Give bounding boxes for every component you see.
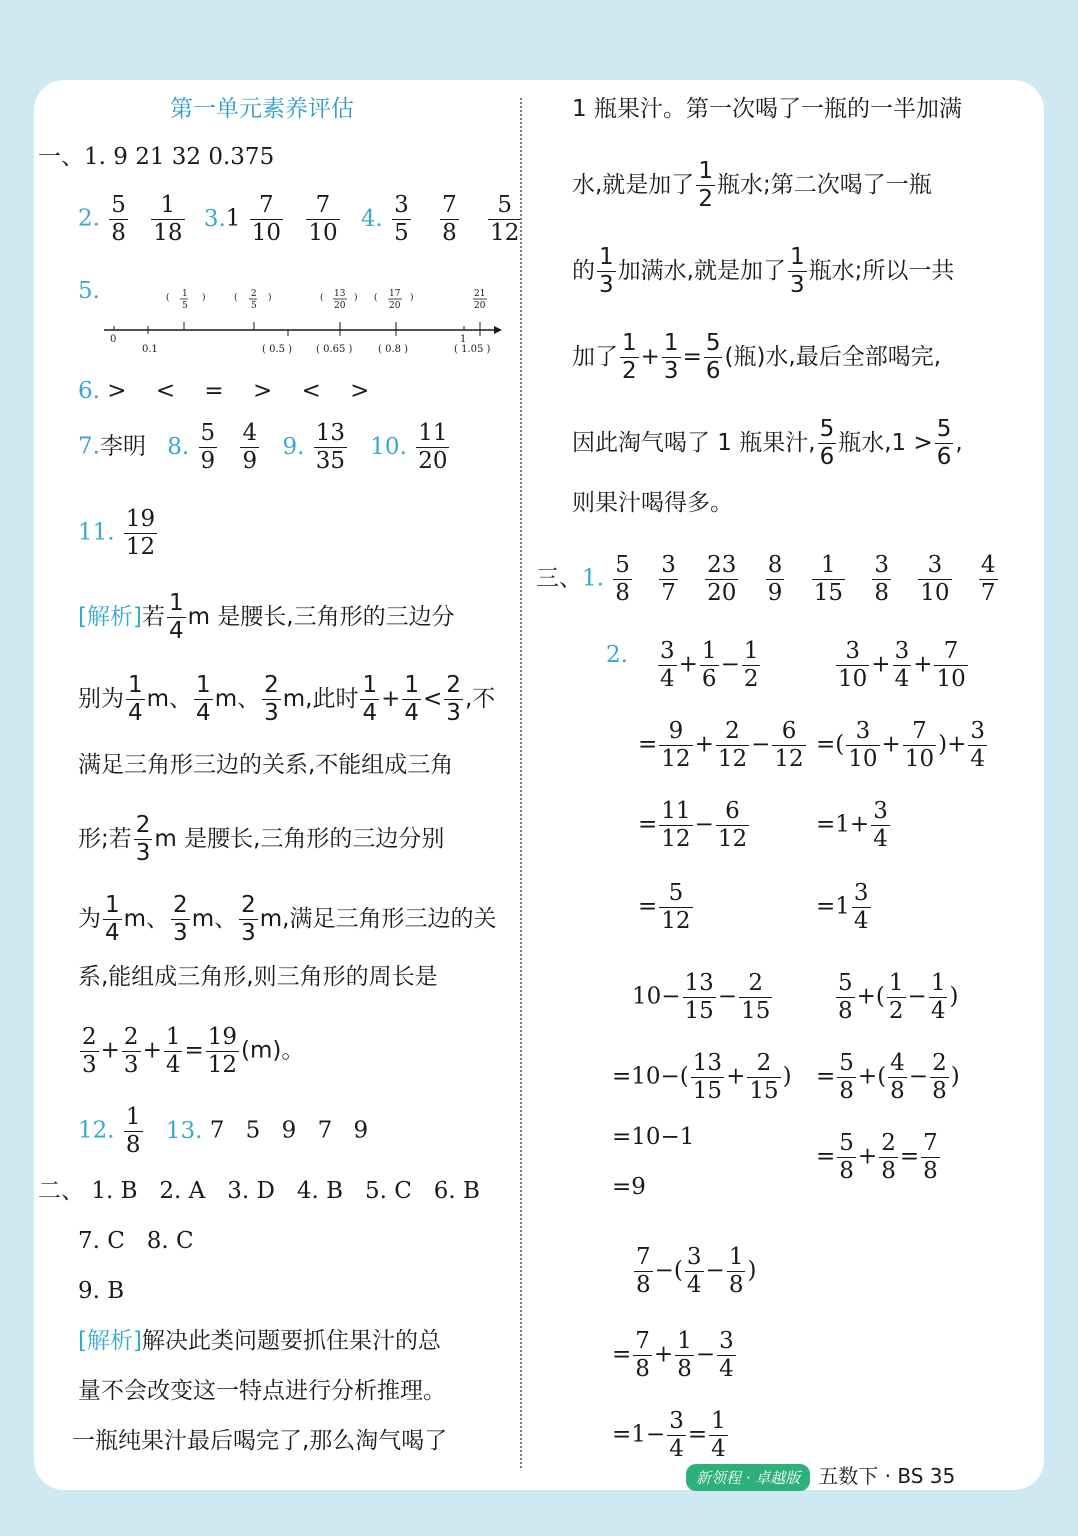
fraction: $\frac{3}{4}$: [719, 1328, 734, 1382]
calc-a-step2: = $\frac{9}{12}$ + $\frac{2}{12}$ − $\frac{6}{12}$: [638, 718, 804, 772]
svg-text:1: 1: [182, 289, 188, 299]
calc-e-step1: $\frac{7}{8}$ −( $\frac{3}{4}$ − $\frac{1}{8}$ ): [636, 1244, 757, 1298]
text: 瓶水,1 >: [838, 430, 933, 456]
mc-answer: 8. C: [146, 1228, 194, 1254]
fraction: $\frac{1}{18}$: [153, 192, 183, 246]
text: m 是腰长,三角形的三边分: [187, 604, 455, 630]
fraction: $\frac{1}{2}$: [743, 638, 759, 692]
fraction: $\frac{2}{15}$: [741, 970, 771, 1024]
fraction: $\frac{4}{7}$: [980, 552, 996, 606]
fraction: $\frac{7}{10}$: [936, 638, 966, 692]
text: ,不: [464, 686, 496, 712]
fraction: $\frac{1}{4}$: [362, 672, 378, 726]
fraction: $\frac{2}{3}$: [82, 1024, 97, 1078]
analysis-tag: [解析]: [78, 1328, 142, 1354]
text: m、: [191, 906, 238, 932]
fraction: $\frac{3}{7}$: [661, 552, 676, 606]
calc-c-step1: 10− $\frac{13}{15}$ − $\frac{2}{15}$: [632, 970, 771, 1024]
fraction: $\frac{5}{6}$: [819, 416, 835, 470]
mc-answer: 5. C: [364, 1178, 412, 1204]
fraction: $\frac{3}{4}$: [873, 798, 888, 852]
fraction: $\frac{1}{4}$: [711, 1408, 726, 1462]
explanation-line-3: [572, 246, 954, 297]
q3-whole: 1: [225, 205, 241, 232]
q2-q4-line: [78, 194, 523, 245]
fraction: $\frac{23}{20}$: [707, 552, 737, 606]
q13-num: 13.: [165, 1117, 203, 1144]
fraction: $\frac{1}{8}$: [125, 1104, 141, 1158]
fraction: $\frac{1}{4}$: [105, 892, 120, 946]
fraction: $\frac{19}{12}$: [125, 506, 156, 560]
fraction: $\frac{7}{8}$: [635, 1328, 650, 1382]
fraction: $\frac{5}{8}$: [111, 192, 126, 246]
svg-text:17: 17: [389, 289, 401, 299]
fraction: $\frac{7}{8}$: [636, 1244, 651, 1298]
nl-fraction-13-20: [320, 289, 358, 311]
q1-answer: 1. 9 21 32 0.375: [84, 144, 275, 170]
text: m、: [123, 906, 170, 932]
calc-a-step3: = $\frac{11}{12}$ − $\frac{6}{12}$: [638, 798, 748, 852]
q11-line: [78, 508, 159, 559]
fraction: $\frac{6}{12}$: [717, 798, 748, 852]
mc-answer: 1. B: [91, 1178, 138, 1204]
fraction: $\frac{1}{4}$: [196, 672, 211, 726]
paren: (: [320, 293, 324, 303]
q2-num: 2.: [606, 642, 628, 668]
svg-text:21: 21: [474, 289, 486, 299]
fraction: $\frac{4}{8}$: [890, 1050, 905, 1104]
number-line: [102, 276, 502, 356]
nl-fraction-17-20: [374, 289, 414, 311]
text: 瓶水;所以一共: [808, 258, 955, 284]
q1-line: [38, 142, 274, 172]
fraction: $\frac{1}{2}$: [622, 330, 637, 384]
text: m、: [214, 686, 261, 712]
fraction: $\frac{2}{8}$: [932, 1050, 947, 1104]
text: m,满足三角形三边的关: [259, 906, 497, 932]
paren: ): [202, 293, 206, 303]
text: 加满水,就是加了: [617, 258, 786, 284]
section-three-q1: [536, 554, 1000, 605]
fraction: $\frac{3}{4}$: [686, 1244, 702, 1298]
fraction: $\frac{7}{10}$: [904, 718, 935, 772]
q7-q10-line: [78, 422, 451, 473]
series-badge: 新领程 · 卓越版: [686, 1464, 810, 1491]
analysis-line-5: [78, 894, 496, 945]
paren: ): [410, 293, 414, 303]
text: 若: [141, 604, 165, 630]
text: 瓶水;第二次喝了一瓶: [716, 172, 932, 198]
fraction: $\frac{2}{15}$: [749, 1050, 779, 1104]
calc-c-step4: =9: [612, 1174, 646, 1200]
calc-c-step3: =10−1: [612, 1124, 695, 1150]
fraction: $\frac{1}{3}$: [599, 244, 614, 298]
fraction: $\frac{2}{3}$: [264, 672, 279, 726]
q12-num: 12.: [78, 1117, 115, 1144]
fraction: $\frac{3}{4}$: [853, 880, 869, 934]
fraction: $\frac{3}{10}$: [838, 638, 868, 692]
fraction: $\frac{3}{10}$: [848, 718, 878, 772]
text: m、: [146, 686, 193, 712]
fraction: $\frac{2}{3}$: [446, 672, 461, 726]
fraction: $\frac{5}{12}$: [661, 880, 691, 934]
fraction: $\frac{5}{8}$: [615, 552, 630, 606]
svg-text:5: 5: [251, 301, 257, 311]
analysis-line-7: $\frac{2}{3}$ + $\frac{2}{3}$ + $\frac{1}{4}$ = $\frac{19}{12}$ (m)。: [82, 1024, 305, 1078]
calc-b-step3: =1+ $\frac{3}{4}$: [816, 798, 888, 852]
fraction: $\frac{8}{9}$: [767, 552, 783, 606]
fraction: $\frac{11}{12}$: [661, 798, 691, 852]
q12-q13-line: [78, 1106, 368, 1157]
fraction: $\frac{4}{9}$: [242, 420, 258, 474]
q1-num: 1.: [582, 565, 604, 592]
paren: ): [354, 293, 358, 303]
analysis-line-4: [78, 814, 444, 865]
svg-text:13: 13: [334, 289, 346, 299]
section-two-label: 二、: [38, 1178, 84, 1204]
tick-label-0.1: 0.1: [142, 344, 158, 355]
calc-b-step4: =1 $\frac{3}{4}$: [816, 880, 869, 934]
paren: (: [166, 293, 170, 303]
fraction: $\frac{5}{9}$: [200, 420, 216, 474]
nl-fraction-1-5: [166, 289, 206, 311]
tick-label-0: 0: [110, 334, 117, 345]
q8-num: 8.: [167, 433, 190, 460]
fraction: $\frac{1}{2}$: [698, 158, 713, 212]
fraction: $\frac{7}{10}$: [308, 192, 338, 246]
calc-d-step2: = $\frac{5}{8}$ +( $\frac{4}{8}$ − $\frac{2}{8}$ ): [816, 1050, 960, 1104]
q6-line: [78, 376, 369, 406]
analysis-line-2: 别为 $\frac{1}{4}$ m、 $\frac{1}{4}$ m、 $\frac{2}{3}$ m,此时 $\frac{1}{4}$ + $\frac{1}{4}$ < $\frac{2}{3}$ ,不: [78, 672, 496, 726]
analysis-line-1: [78, 592, 455, 643]
fraction: $\frac{6}{12}$: [774, 718, 804, 772]
paren: (: [374, 293, 378, 303]
fraction: $\frac{3}{4}$: [660, 638, 675, 692]
calc-e-step2: = $\frac{7}{8}$ + $\frac{1}{8}$ − $\frac{3}{4}$: [612, 1328, 734, 1382]
fraction: $\frac{3}{4}$: [894, 638, 910, 692]
paren: ): [268, 293, 272, 303]
q3-num: 3.: [203, 205, 226, 232]
mc-answer: 3. D: [227, 1178, 275, 1204]
q6-answer: > < = > < >: [107, 378, 370, 404]
explanation-line-4: 加了 $\frac{1}{2}$ + $\frac{1}{3}$ = $\frac{5}{6}$ (瓶)水,最后全部喝完,: [572, 330, 942, 384]
fraction: $\frac{13}{15}$: [692, 1050, 723, 1104]
q11-num: 11.: [78, 519, 115, 546]
analysis-tag: [解析]: [78, 604, 142, 630]
fraction: $\frac{1}{4}$: [128, 672, 143, 726]
explanation-line-6: 则果汁喝得多。: [572, 490, 733, 516]
fraction: $\frac{5}{8}$: [839, 1050, 854, 1104]
text: (m)。: [241, 1037, 305, 1064]
svg-text:2: 2: [251, 289, 257, 299]
calc-e-step3: =1− $\frac{3}{4}$ = $\frac{1}{4}$: [612, 1408, 726, 1462]
calc-d-step1: $\frac{5}{8}$ +( $\frac{1}{2}$ − $\frac{1}{4}$ ): [838, 970, 959, 1024]
text: 加了: [572, 344, 618, 370]
fraction: $\frac{3}{5}$: [394, 192, 409, 246]
section-two-line-1: [38, 1176, 480, 1206]
q2-num: 2.: [78, 205, 100, 232]
analysis-line-3: 满足三角形三边的关系,不能组成三角: [78, 752, 454, 778]
svg-text:20: 20: [474, 301, 486, 311]
fraction: $\frac{7}{8}$: [442, 192, 457, 246]
analysis2-line-2: 量不会改变这一特点进行分析推理。: [78, 1378, 446, 1404]
nl-fraction-2-5: [234, 289, 272, 311]
fraction: $\frac{5}{8}$: [839, 1130, 854, 1184]
fraction: $\frac{1}{4}$: [165, 1024, 181, 1078]
q9-num: 9.: [282, 433, 305, 460]
tick-label-1: 1: [460, 334, 467, 345]
q6-num: 6.: [78, 378, 100, 404]
fraction: $\frac{5}{6}$: [936, 416, 952, 470]
page-number: 五数下 · BS 35: [818, 1464, 956, 1488]
mc-answer: 7. C: [78, 1228, 125, 1254]
fraction: $\frac{13}{15}$: [684, 970, 714, 1024]
tick-label-0.65: ( 0.65 ): [316, 344, 353, 355]
fraction: $\frac{5}{12}$: [490, 192, 520, 246]
fraction: $\frac{3}{10}$: [920, 552, 950, 606]
paren: (: [234, 293, 238, 303]
calc-c-step2: =10−( $\frac{13}{15}$ + $\frac{2}{15}$ ): [612, 1050, 792, 1104]
explanation-line-1: 1 瓶果汁。第一次喝了一瓶的一半加满: [572, 96, 962, 122]
text: 因此淘气喝了 1 瓶果汁,: [572, 430, 816, 456]
q4-num: 4.: [360, 205, 383, 232]
calc-b-step2: =( $\frac{3}{10}$ + $\frac{7}{10}$ )+ $\frac{3}{4}$: [816, 718, 985, 772]
text: 的: [572, 258, 595, 284]
tick-label-1.05: ( 1.05 ): [454, 344, 491, 355]
svg-text:20: 20: [334, 301, 346, 311]
fraction: $\frac{3}{4}$: [669, 1408, 684, 1462]
q7-num: 7.: [78, 433, 100, 460]
fraction: $\frac{3}{8}$: [874, 552, 889, 606]
fraction: $\frac{1}{4}$: [168, 590, 184, 644]
fraction: $\frac{7}{10}$: [251, 192, 281, 246]
fraction: $\frac{9}{12}$: [661, 718, 691, 772]
text: 别为: [78, 686, 124, 712]
fraction: $\frac{1}{8}$: [677, 1328, 692, 1382]
fraction: $\frac{1}{2}$: [888, 970, 904, 1024]
fraction: $\frac{1}{15}$: [813, 552, 843, 606]
calc-b-step1: $\frac{3}{10}$ + $\frac{3}{4}$ + $\frac{7}{10}$: [838, 638, 966, 692]
fraction: $\frac{5}{8}$: [838, 970, 853, 1024]
answer-page: [34, 80, 1044, 1490]
text: 水,就是加了: [572, 172, 695, 198]
text: (瓶)水,最后全部喝完,: [724, 344, 942, 370]
fraction: $\frac{2}{3}$: [135, 812, 151, 866]
fraction: $\frac{11}{20}$: [418, 420, 448, 474]
text: m 是腰长,三角形的三边分别: [154, 826, 445, 852]
fraction: $\frac{1}{3}$: [789, 244, 805, 298]
nl-fraction-21-20: [473, 289, 487, 311]
fraction: $\frac{1}{8}$: [728, 1244, 744, 1298]
analysis-line-6: 系,能组成三角形,则三角形的周长是: [78, 964, 438, 990]
fraction: $\frac{19}{12}$: [207, 1024, 238, 1078]
fraction: $\frac{2}{12}$: [717, 718, 748, 772]
fraction: $\frac{1}{6}$: [701, 638, 717, 692]
fraction: $\frac{2}{3}$: [241, 892, 256, 946]
text: 形;若: [78, 826, 132, 852]
svg-text:5: 5: [182, 301, 188, 311]
fraction: $\frac{1}{4}$: [404, 672, 420, 726]
fraction: $\frac{2}{3}$: [173, 892, 188, 946]
q7-answer: 李明: [99, 433, 146, 460]
section-one-label: 一、: [38, 144, 84, 170]
section-three-label: 三、: [536, 565, 582, 592]
mc-answer: 2. A: [159, 1178, 206, 1204]
text: 解决此类问题要抓住果汁的总: [141, 1328, 441, 1354]
column-divider: [520, 98, 522, 1468]
mc-answer: 9. B: [78, 1278, 125, 1304]
fraction: $\frac{1}{4}$: [930, 970, 946, 1024]
fraction: $\frac{3}{4}$: [970, 718, 985, 772]
page-footer: [686, 1460, 955, 1491]
fraction: $\frac{2}{8}$: [881, 1130, 896, 1184]
calc-a-step1: $\frac{3}{4}$ + $\frac{1}{6}$ − $\frac{1}{2}$: [660, 638, 759, 692]
analysis2-line-3: 一瓶纯果汁最后喝完了,那么淘气喝了: [72, 1428, 448, 1454]
calc-d-step3: = $\frac{5}{8}$ + $\frac{2}{8}$ = $\frac{7}{8}$: [816, 1130, 938, 1184]
svg-text:20: 20: [389, 301, 401, 311]
section-title: 第一单元素养评估: [170, 96, 354, 122]
fraction: $\frac{1}{3}$: [663, 330, 679, 384]
tick-label-0.5: ( 0.5 ): [262, 344, 293, 355]
fraction: $\frac{7}{8}$: [923, 1130, 938, 1184]
analysis2-line-1: [78, 1326, 441, 1356]
mc-answer: 6. B: [433, 1178, 480, 1204]
explanation-line-5: 因此淘气喝了 1 瓶果汁, $\frac{5}{6}$ 瓶水,1 > $\frac{5}{6}$ ,: [572, 416, 963, 470]
tick-label-0.8: ( 0.8 ): [378, 344, 409, 355]
text: m,此时: [282, 686, 359, 712]
fraction: $\frac{2}{3}$: [123, 1024, 139, 1078]
mc-answer: 4. B: [296, 1178, 344, 1204]
q10-num: 10.: [370, 433, 407, 460]
fraction: $\frac{13}{35}$: [315, 420, 345, 474]
text: 为: [78, 906, 101, 932]
section-two-line-2: [78, 1226, 194, 1256]
fraction: $\frac{5}{6}$: [705, 330, 721, 384]
explanation-line-2: [572, 160, 932, 211]
q5-num: 5.: [78, 278, 100, 304]
q13-answer: 7 5 9 7 9: [209, 1117, 369, 1144]
calc-a-step4: = $\frac{5}{12}$: [638, 880, 691, 934]
